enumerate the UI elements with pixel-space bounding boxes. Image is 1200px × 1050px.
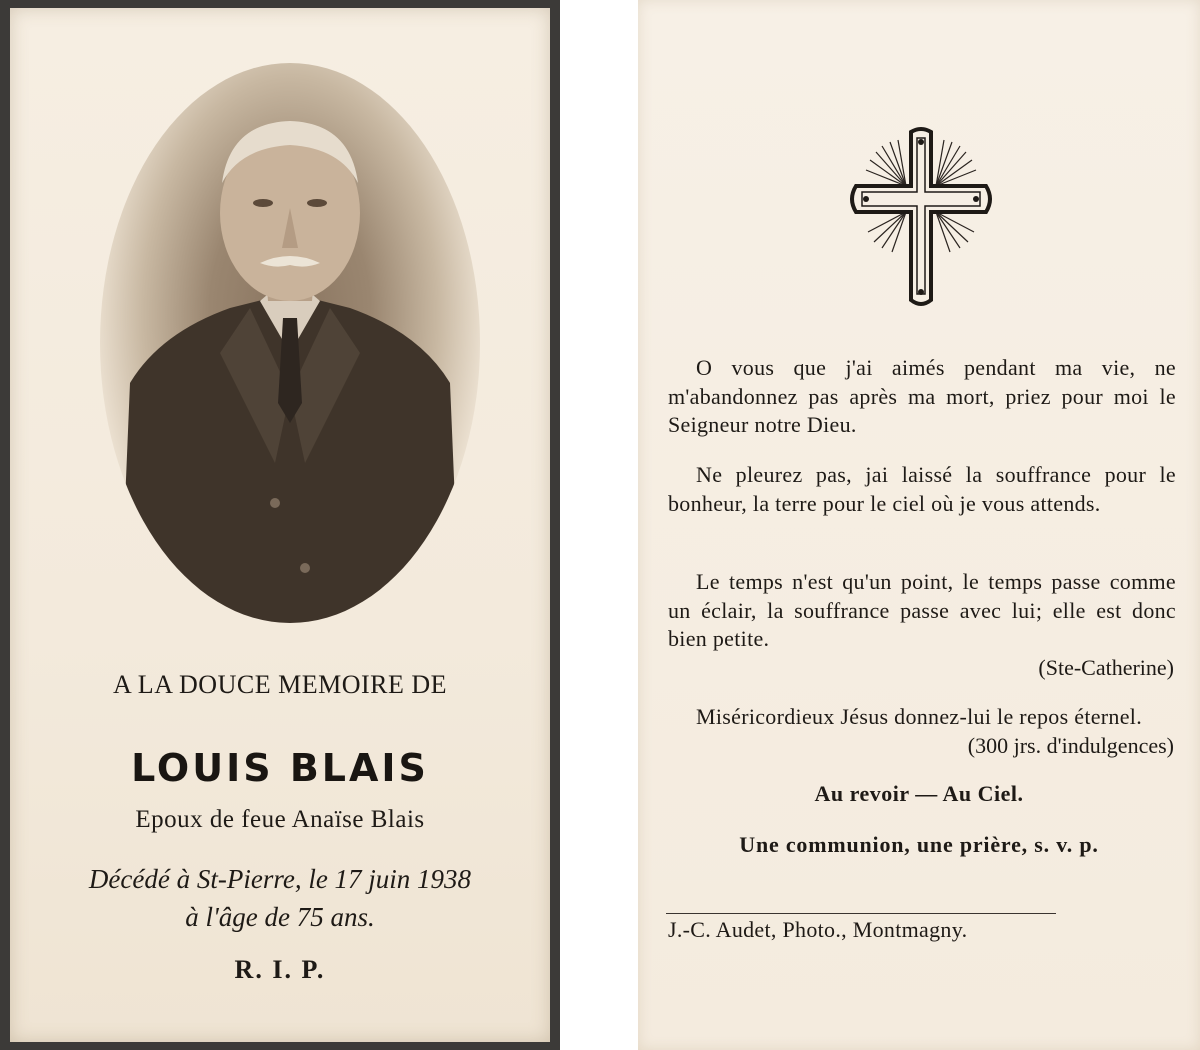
death-date-place: Décédé à St-Pierre, le 17 juin 1938 [88, 864, 472, 894]
photographer-credit: J.-C. Audet, Photo., Montmagny. [668, 917, 968, 942]
deceased-name: LOUIS BLAIS [131, 746, 429, 790]
memorial-heading: A LA DOUCE MEMOIRE DE [112, 670, 448, 699]
farewell-line: Au revoir — Au Ciel. [814, 781, 1024, 806]
prayer-paragraph-4: Miséricordieux Jésus donnez-lui le repos éternel. [696, 704, 1143, 729]
prayer-paragraph-1: O vous que j'ai aimés pendant ma vie, ne m'abandonnez pas après ma mort, priez pour moi le Seigneur notre Dieu. [668, 355, 1176, 437]
prayer-paragraph-2: Ne pleurez pas, jai laissé la souffrance pour le bonheur, la terre pour le ciel où je vous attends. [668, 462, 1176, 516]
rip-text: R. I. P. [234, 955, 326, 984]
memorial-card-front [0, 0, 560, 1050]
prayer-paragraph-3: Le temps n'est qu'un point, le temps passe comme un éclair, la souffrance passe avec lui; elle est donc bien petite. [668, 569, 1176, 651]
death-details [10, 860, 550, 936]
portrait-photo [100, 63, 480, 623]
communion-request: Une communion, une prière, s. v. p. [739, 832, 1099, 857]
spouse-line: Epoux de feue Anaïse Blais [135, 806, 425, 833]
indulgences-note: (300 jrs. d'indulgences) [967, 733, 1174, 758]
memorial-card-back [638, 0, 1200, 1050]
cross-icon [846, 124, 996, 314]
death-age: à l'âge de 75 ans. [185, 902, 375, 932]
quote-attribution: (Ste-Catherine) [1038, 655, 1174, 680]
card-front-paper [10, 8, 550, 1042]
divider-line [666, 913, 1056, 914]
